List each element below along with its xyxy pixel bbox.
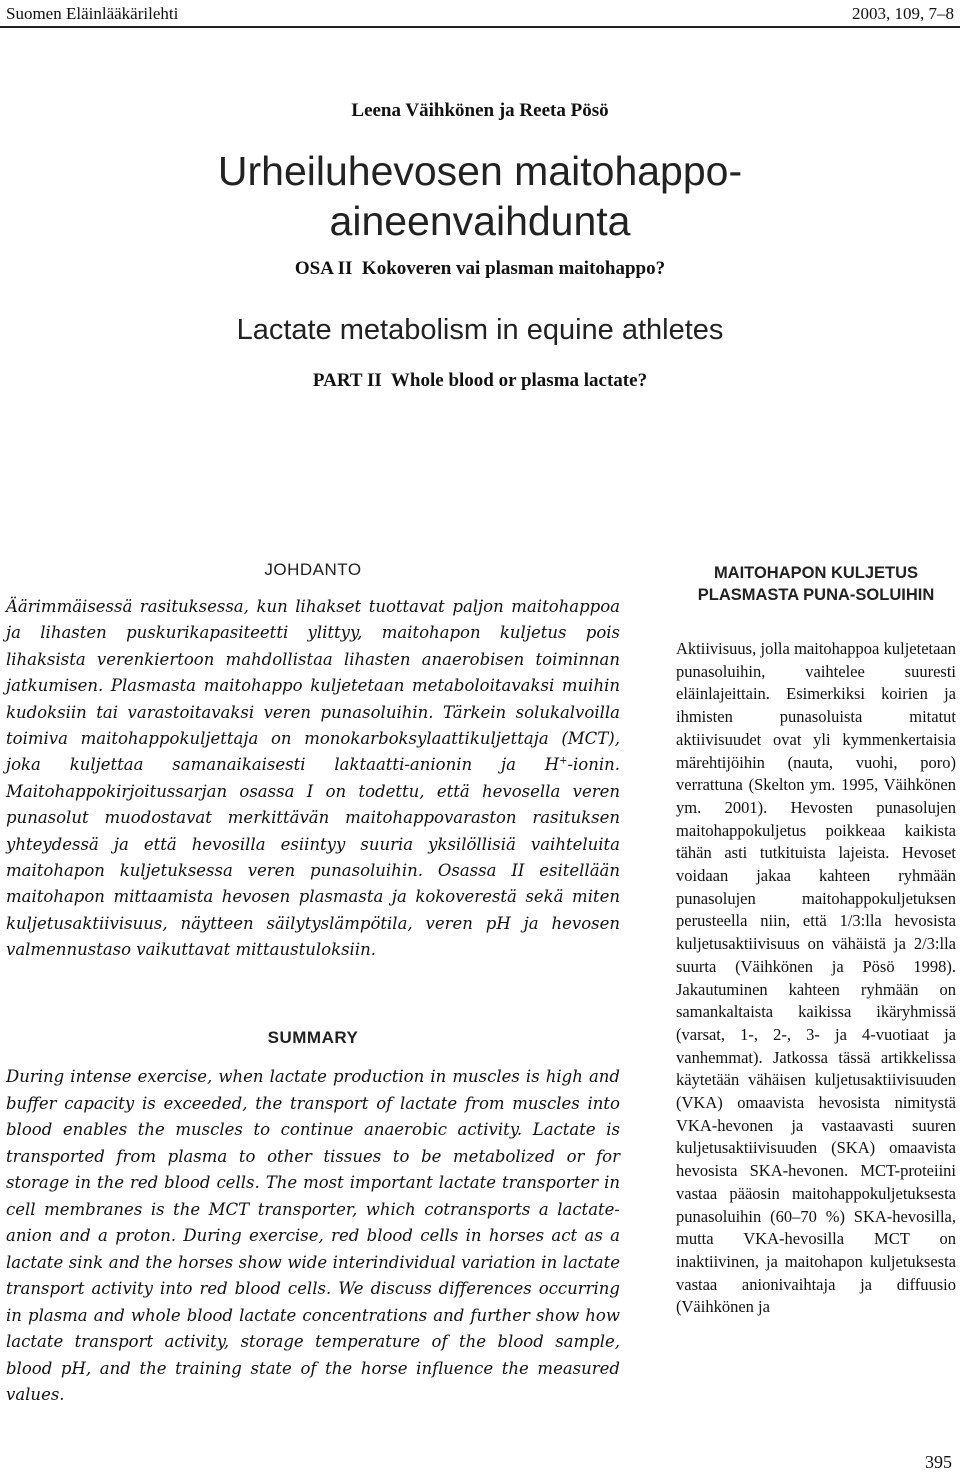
summary-heading: SUMMARY <box>267 1028 359 1047</box>
page-number: 395 <box>925 1452 952 1472</box>
subtitle-en: PART II Whole blood or plasma lactate? <box>312 370 648 391</box>
title-en: Lactate metabolism in equine athletes <box>236 314 724 346</box>
subtitle-fi: OSA II Kokoveren vai plasman maitohappo? <box>294 258 666 279</box>
authors: Leena Väihkönen ja Reeta Pösö <box>351 100 609 121</box>
johdanto-paragraph <box>6 594 620 964</box>
issue-info: 2003, 109, 7–8 <box>852 4 954 23</box>
kuljetus-paragraph: Aktiivisuus, jolla maitohappoa kuljetetaan punasoluihin, vaihtelee suuresti eläinlajeittain. Esimerkiksi koirien ja ihmisten punasoluista mitatut aktiivisuudet ovat yli kymmenkertaisia märehtijöihin (nauta, vuohi, poro) verrattuna (Skelton ym. 1995, Väihkönen ym. 2001). Hevosten punasolujen maitohappokuljetus poikkeaa kaikista tähän asti tutkituista lajeista. Hevoset voidaan jakaa kahteen ryhmään punasolujen maitohappokuljetuksen perusteella niin, että 1/3:lla hevosista kuljetusaktiivisuus on vähäistä ja 2/3:lla suurta (Väihkönen ja Pösö 1998). Jakautuminen kahteen ryhmään on samankaltaista kaikissa ikäryhmissä (varsat, 1-, 2-, 3- ja 4-vuotiaat ja vanhemmat). Jatkossa tässä artikkelissa käytetään vähäisen kuljetusaktiivisuuden (VKA) omaavista hevosista nimitystä VKA-hevonen ja vastaavasti suuren kuljetusaktiivisuuden (SKA) omaavista hevosista SKA-hevonen. MCT-proteiini vastaa pääosin maitohappokuljetuksesta punasoluihin (60–70 %) SKA-hevosilla, mutta VKA-hevosilla MCT on inaktiivinen, ja maitohapon kuljetuksesta vastaa anionivaihtaja ja diffuusio (Väihkönen ja <box>676 639 956 1317</box>
journal-name: Suomen Eläinlääkärilehti <box>6 4 179 23</box>
page-title <box>0 146 960 246</box>
title-fi: Urheiluhevosen maitohappo-aineenvaihdunta <box>217 148 743 244</box>
kuljetus-heading: MAITOHAPON KULJETUS PLASMASTA PUNA-SOLUIHIN <box>697 564 935 604</box>
johdanto-heading: JOHDANTO <box>264 560 362 579</box>
running-header <box>6 4 954 28</box>
johdanto-sup: + <box>559 755 568 767</box>
summary-paragraph: During intense exercise, when lactate production in muscles is high and buffer capacity is exceeded, the transport of lactate from muscles into blood enables the muscles to continue anaerobic activity. Lactate is transported from plasma to other tissues to be metabolized or for storage in the red blood cells. The most important lactate transporter in cell membranes is the MCT transporter, which cotransports a lactate-anion and a proton. During exercise, red blood cells in horses act as a lactate sink and the horses show wide interindividual variation in lactate transport activity into red blood cells. We discuss differences occurring in plasma and whole blood lactate concentrations and further show how lactate transport activity, storage temperature of the blood sample, blood pH, and the training state of the horse influence the measured values. <box>6 1067 620 1404</box>
johdanto-text-2: -ionin. Maitohappokirjoitussarjan osassa I on todettu, että hevosella veren punasolut muodostavat merkittävän maitohappovaraston rasituksen yhteydessä ja että hevosilla esiintyy suuria yksilöllisiä vaihteluita maitohapon kuljetuksessa veren punasoluihin. Osassa II esitellään maitohapon mittaamista hevosen plasmasta ja kokoverestä sekä miten kuljetusaktiivisuus, näytteen säilytyslämpötila, veren pH ja hevosen valmennustaso vaikuttavat mittaustuloksiin. <box>6 755 620 960</box>
johdanto-text-1: Äärimmäisessä rasituksessa, kun lihakset tuottavat paljon maitohappoa ja lihasten puskurikapasiteetti ylittyy, maitohapon kuljetus pois lihaksista verenkiertoon mahdollistaa lihasten anaerobisen toiminnan jatkumisen. Plasmasta maitohappo kuljetetaan metaboloitavaksi muihin kudoksiin tai varastoitavaksi veren punasoluihin. Tärkein solukalvoilla toimiva maitohappokuljettaja on monokarboksylaattikuljettaja (MCT), joka kuljettaa samanaikaisesti laktaatti-anionin ja H <box>6 597 620 775</box>
header-rule <box>0 26 960 28</box>
